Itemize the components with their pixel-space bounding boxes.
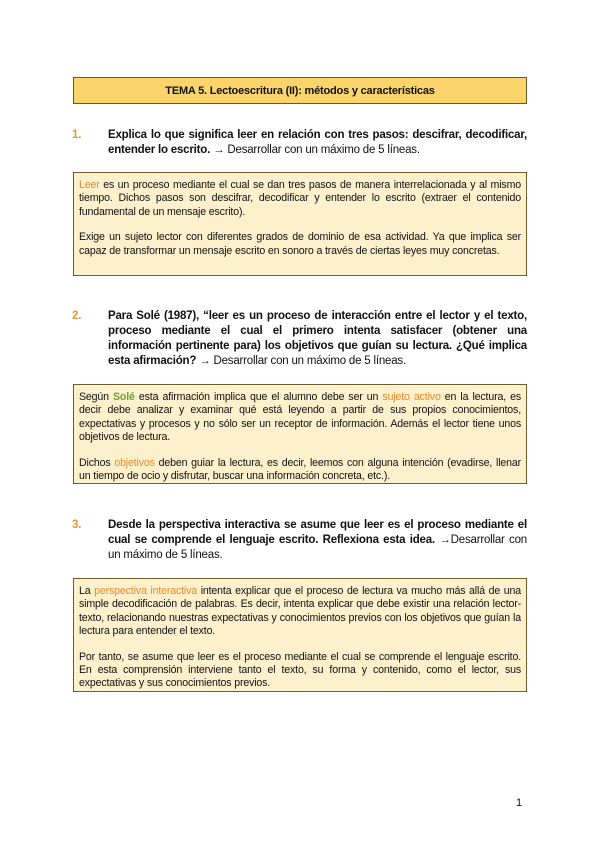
- question-1: [72, 128, 527, 158]
- answer-box-2: [73, 384, 527, 484]
- answer-text: es un proceso mediante el cual se dan tres pasos de manera interrelacionada y al mismo tiempo. Dichos pasos son descifrar, decodificar y entender lo escrito (extraer el contenido fundamental de un mensaje escrito).: [79, 179, 521, 218]
- answer-box-1: [73, 172, 527, 276]
- question-instruction: →Desarrollar con un máximo de 5 líneas.: [108, 534, 527, 561]
- page-number: 1: [516, 797, 523, 809]
- answer-text: esta afirmación implica que el alumno debe ser un: [134, 391, 383, 403]
- question-instruction: → Desarrollar con un máximo de 5 líneas.: [199, 355, 406, 367]
- answer-paragraph: [79, 391, 521, 445]
- answer-paragraph: [79, 457, 521, 484]
- answer-text: Según: [79, 391, 114, 403]
- question-3: [72, 518, 527, 563]
- question-number: 3.: [72, 519, 82, 531]
- question-2: [72, 309, 527, 369]
- answer-paragraph: [79, 585, 521, 639]
- question-text: Explica lo que significa leer en relación con tres pasos: descifrar, decodificar, entender lo escrito.: [108, 129, 527, 156]
- question-instruction: → Desarrollar con un máximo de 5 líneas.: [213, 144, 420, 156]
- page-title: TEMA 5. Lectoescritura (II): métodos y características: [73, 77, 527, 104]
- answer-paragraph: Por tanto, se asume que leer es el proceso mediante el cual se comprende el lenguaje escrito. En esta comprensión interviene tanto el texto, su forma y contenido, como el lector, sus expectativas y sus conocimientos previos.: [79, 650, 521, 690]
- question-number: 2.: [72, 310, 82, 322]
- answer-box-3: [73, 578, 527, 692]
- highlight-term: objetivos: [114, 456, 155, 469]
- answer-text: en la lectura, es decir debe analizar y examinar qué está leyendo a partir de sus propios conocimientos, expectativas y procesos y no sólo ser un receptor de información. Además el lector tiene unos objetivos de lectura.: [79, 391, 522, 444]
- question-text: Para Solé (1987), “leer es un proceso de interacción entre el lector y el texto, proceso mediante el cual el primero intenta satisfacer (obtener una información pertinente para) los objetivos que guían su lectura. ¿Qué implica esta afirmación?: [108, 310, 527, 367]
- answer-paragraph: [79, 179, 521, 219]
- answer-text: Dichos: [79, 456, 115, 469]
- answer-text: intenta explicar que el proceso de lectura va mucho más allá de una simple decodificación de palabras. Es decir, intenta explicar que debe existir una relación lector-texto, relacionando nuestras expectativas y conocimientos previos con los objetivos que guían la lectura para entender el texto.: [79, 585, 522, 638]
- question-text: Desde la perspectiva interactiva se asume que leer es el proceso mediante el cual se comprende el lenguaje escrito. Reflexiona esta idea.: [108, 519, 527, 546]
- answer-text: La: [79, 585, 95, 597]
- answer-paragraph: Exige un sujeto lector con diferentes grados de dominio de esa actividad. Ya que implica ser capaz de transformar un mensaje escrito en sonoro a través de ciertas leyes muy concretas.: [79, 231, 521, 257]
- highlight-term: Leer: [79, 179, 100, 191]
- answer-text: deben guiar la lectura, es decir, leemos con alguna intención (evadirse, llenar un tiempo de ocio y disfrutar, buscar una información concreta, etc.).: [79, 456, 522, 483]
- highlight-author: Solé: [113, 391, 135, 403]
- question-number: 1.: [72, 129, 82, 141]
- highlight-term: sujeto activo: [382, 391, 441, 403]
- highlight-term: perspectiva interactiva: [94, 585, 198, 597]
